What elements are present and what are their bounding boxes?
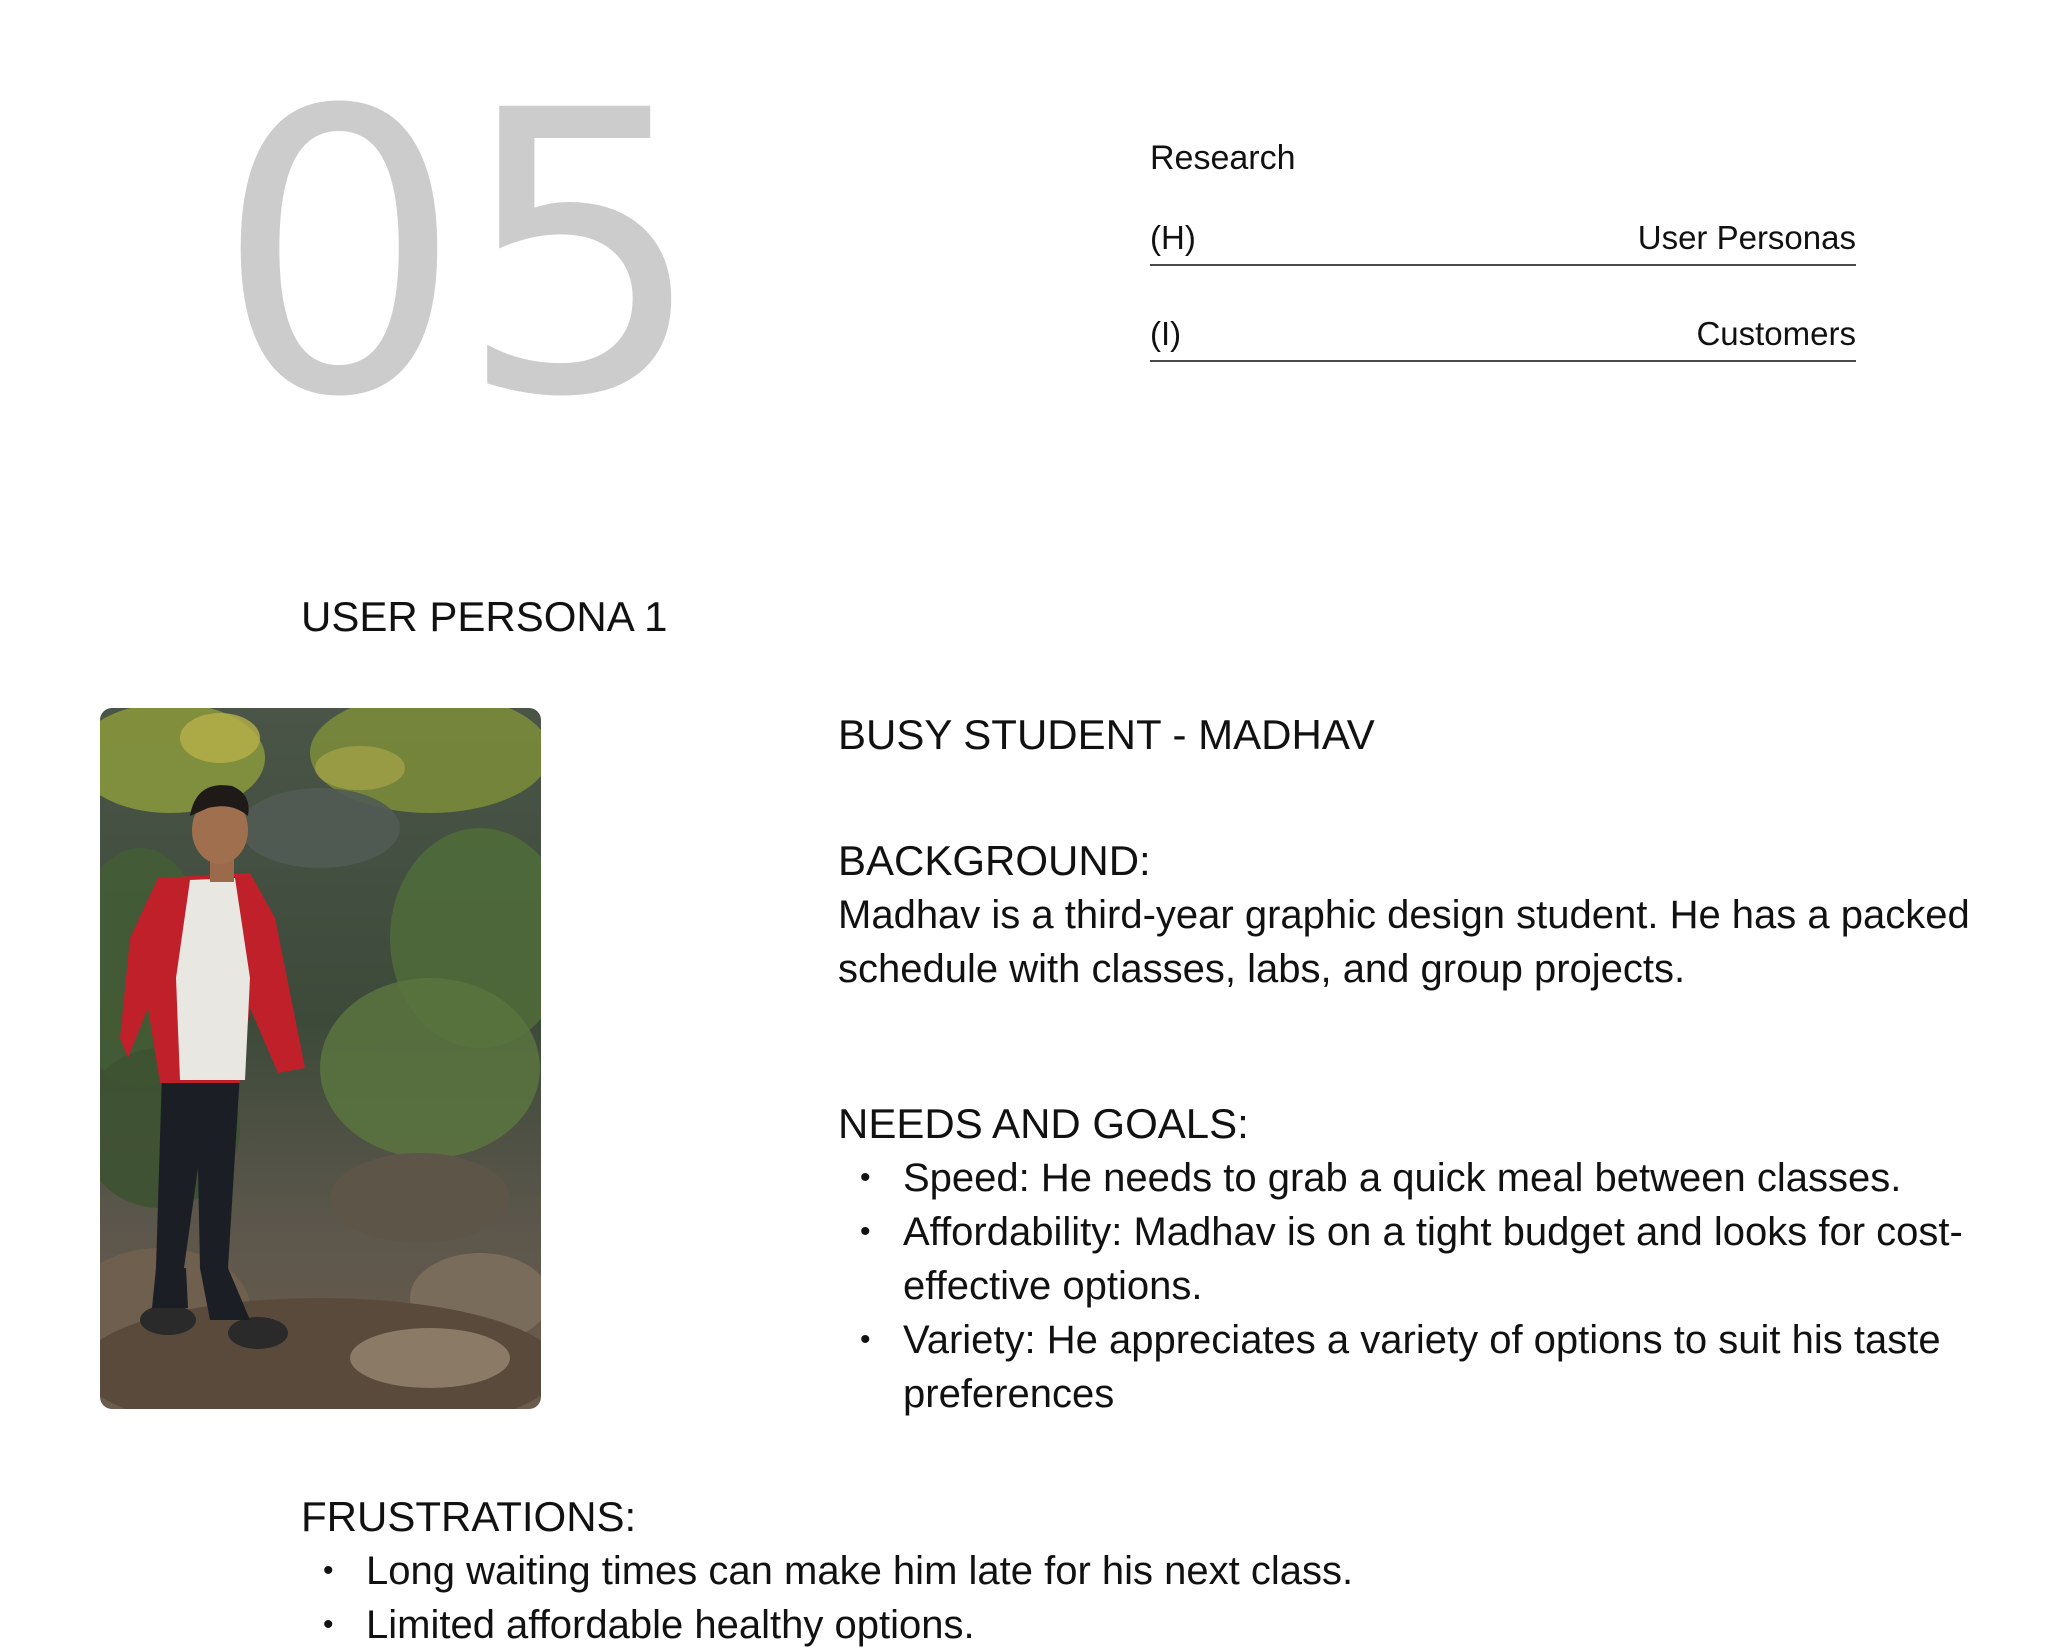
nav-row-label: User Personas	[1637, 219, 1856, 256]
section-number: 05	[215, 28, 700, 482]
persona-details	[838, 708, 1998, 1421]
background-section	[838, 834, 1998, 996]
needs-list	[838, 1151, 1998, 1421]
needs-label: NEEDS AND GOALS:	[838, 1100, 1249, 1147]
nav-row-marker: (I)	[1150, 315, 1182, 352]
section-nav	[1150, 138, 1856, 410]
list-item: • Affordability: Madhav is on a tight budget and looks for cost-effective options.	[838, 1205, 1998, 1313]
persona-photo	[100, 708, 541, 1409]
nav-heading: Research	[1150, 139, 1296, 177]
frustrations-list	[301, 1544, 1801, 1652]
frustrations-label: FRUSTRATIONS:	[301, 1493, 637, 1540]
list-item: • Speed: He needs to grab a quick meal between classes.	[838, 1151, 1998, 1205]
nav-row-customers[interactable]	[1150, 314, 1856, 362]
list-item: • Long waiting times can make him late for his next class.	[301, 1544, 1801, 1598]
persona-name: BUSY STUDENT - MADHAV	[838, 711, 1375, 758]
background-text: Madhav is a third-year graphic design student. He has a packed schedule with classes, labs, and group projects.	[838, 893, 1970, 991]
frustrations-section	[301, 1490, 1801, 1652]
list-item: • Limited affordable healthy options.	[301, 1598, 1801, 1652]
nav-row-user-personas[interactable]	[1150, 218, 1856, 266]
needs-section	[838, 1097, 1998, 1421]
background-label: BACKGROUND:	[838, 837, 1151, 884]
nav-row-marker: (H)	[1150, 219, 1196, 256]
persona-title: USER PERSONA 1	[301, 593, 668, 640]
list-item: • Variety: He appreciates a variety of options to suit his taste preferences	[838, 1313, 1998, 1421]
nav-row-label: Customers	[1696, 315, 1856, 352]
